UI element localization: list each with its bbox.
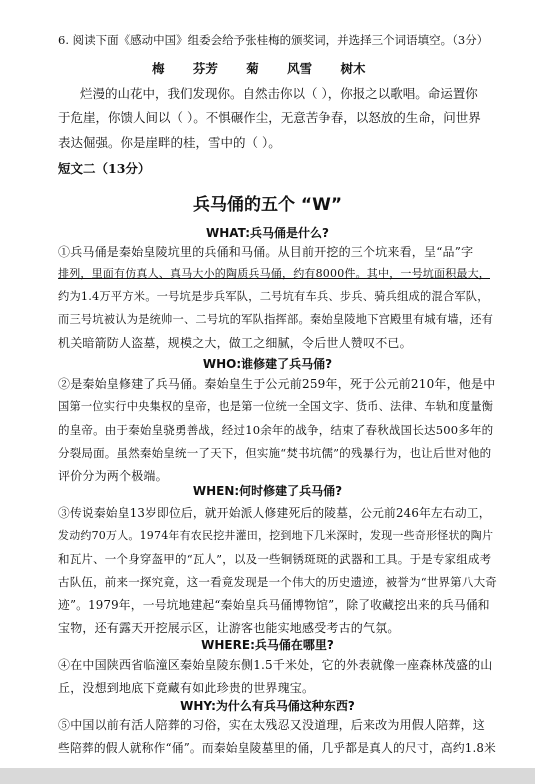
paragraph-line: 宝物，还有露天开挖展示区，让游客也能实地感受考古的气氛。	[58, 621, 400, 635]
word-choice: 芬芳	[192, 61, 218, 76]
word-choice: 菊	[246, 61, 259, 76]
paragraph-line: 分裂局面。虽然秦始皇统一了天下，但实施“焚书坑儒”的残暴行为，也让后世对他的	[58, 446, 492, 460]
paragraph-line: 些陪葬的假人就称作“俑”。而秦始皇陵墓里的俑，几乎都是真人的尺寸，高约1.8米	[58, 741, 496, 755]
paragraph-line: 约为1.4万平方米。一号坑是步兵军队，二号坑有车兵、步兵、骑兵组成的混合军队，	[58, 290, 489, 303]
paragraph-line: 丘，没想到地底下竟藏有如此珍贵的世界瑰宝。	[58, 681, 315, 695]
paragraph-line: 的皇帝。由于秦始皇骁勇善战，经过10余年的战争，结束了春秋战国长达500多年的	[58, 423, 494, 437]
paragraph-line: 发动约70万人。1974年有农民挖井灌田，挖到地下几米深时，发现一些奇形怪状的陶片	[58, 529, 494, 542]
question6-line2: 于危崖，你馈人间以（ ）。不惧碾作尘，无意苦争春，以怒放的生命，问世界	[58, 110, 481, 125]
section-heading: 短文二（13分）	[58, 161, 151, 176]
section-why-heading: WHY:为什么有兵马俑这种东西?	[180, 699, 355, 713]
word-choice: 梅	[152, 61, 165, 76]
paragraph-line: 迹”。1979年，一号坑地建起“秦始皇兵马俑博物馆”，除了收藏挖出来的兵马俑和	[58, 598, 490, 612]
paragraph-line: 评价分为两个极端。	[58, 469, 168, 483]
paragraph-line: 而三号坑被认为是统帅一、二号坑的军队指挥部。秦始皇陵地下宫殿里有城有墙，还有	[58, 313, 494, 326]
paragraph-line: ①兵马俑是秦始皇陵坑里的兵俑和马俑。从目前开挖的三个坑来看，呈“品”字	[58, 245, 474, 259]
section-who-heading: WHO:谁修建了兵马俑?	[202, 357, 333, 371]
paragraph-line: 国第一位实行中央集权的皇帝，也是第一位统一全国文字、货币、法律、车轨和度量衡	[58, 400, 494, 413]
question6-line1: 烂漫的山花中，我们发现你。自然击你以（ ），你报之以歌唱。命运置你	[80, 86, 478, 101]
word-choice: 树木	[340, 61, 366, 76]
paragraph-line: ②是秦始皇修建了兵马俑。秦始皇生于公元前259年，死于公元前210年，他是中	[58, 377, 496, 391]
question6-prompt: 6. 阅读下面《感动中国》组委会给予张桂梅的颁奖词，并选择三个词语填空。（3分）	[58, 33, 489, 47]
word-choice: 风雪	[287, 61, 313, 76]
paragraph-line: ⑤中国以前有活人陪葬的习俗，实在太残忍又没道理，后来改为用假人陪葬，这	[58, 718, 486, 732]
paragraph-line: ④在中国陕西省临潼区秦始皇陵东侧1.5千米处，它的外表就像一座森林茂盛的山	[58, 658, 493, 672]
paragraph-line: ③传说秦始皇13岁即位后，就开始派人修建死后的陵墓，公元前246年左右动工，	[58, 506, 491, 520]
paragraph-line: 古队伍，前来一探究竟，这一看竟发现是一个伟大的历史遗迹，被誉为“世界第八大奇	[58, 575, 497, 589]
bottom-border	[0, 768, 535, 784]
section-what-heading: WHAT:兵马俑是什么?	[206, 226, 329, 240]
question6-line3: 表达倔强。你是崖畔的桂，雪中的（ ）。	[58, 135, 281, 150]
paragraph-line: 机关暗箭防人盗墓，规模之大，做工之细腻，令后世人赞叹不已。	[58, 336, 412, 350]
section-where-heading: WHERE:兵马俑在哪里?	[201, 638, 334, 652]
paragraph-line: 和瓦片、一个身穿盔甲的“瓦人”，以及一些铜锈斑斑的武器和工具。于是专家组成考	[58, 552, 492, 566]
word-choices	[152, 59, 390, 77]
section-when-heading: WHEN:何时修建了兵马俑?	[192, 484, 343, 498]
paragraph-line: 排列，里面有仿真人、真马大小的陶质兵马俑，约有8000件。其中，一号坑面积最大，	[58, 267, 490, 280]
article-title: 兵马俑的五个 “W”	[192, 195, 342, 215]
